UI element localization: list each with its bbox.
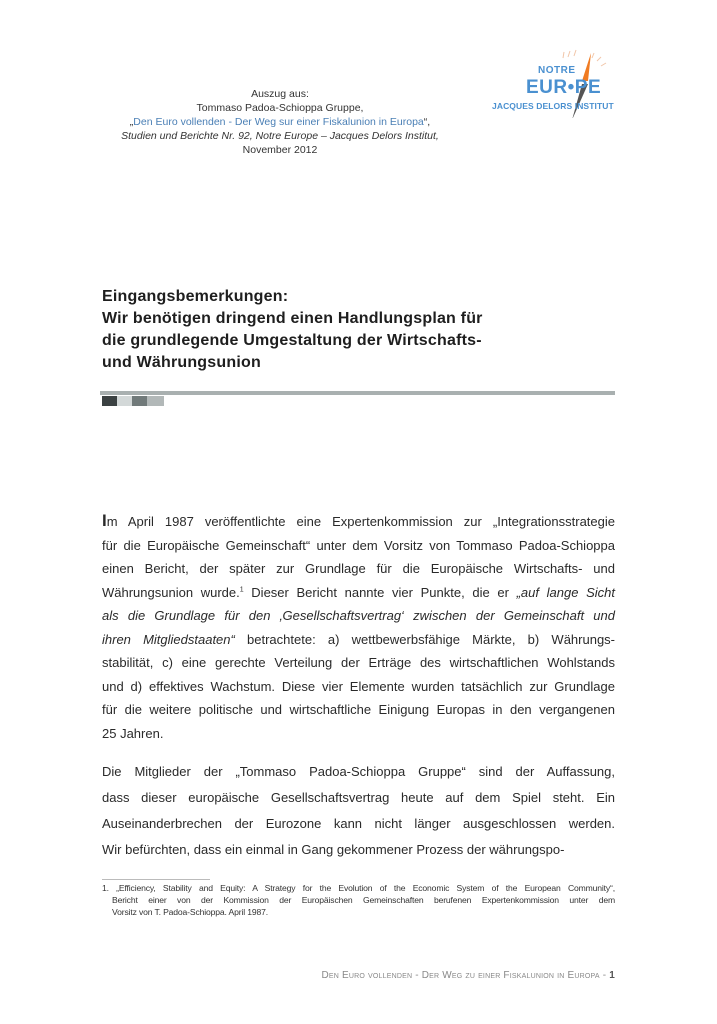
running-title: Den Euro vollenden - Der Weg zu einer Fiskalunion in Europa - [321,970,610,981]
page-number: 1 [609,970,615,981]
initial-letter: I [102,511,107,530]
text-segment: als die Grundlage für den ‚Gesellschaftsvertrag‘ zwischen der Gemeinschaft und [102,608,615,623]
text-line [102,534,615,558]
logo-jacques-delors-institut: JACQUES DELORS INSTITUT [492,101,614,111]
text-segment: einen Bericht, der später zur Grundlage für die Europäische Wirtschafts- und [102,561,615,576]
section-heading [102,286,483,374]
paragraph [102,759,615,863]
citation-title-link[interactable]: Den Euro vollenden - Der Weg sur einer Fiskalunion in Europa [133,116,424,128]
decor-square [147,396,164,406]
heading-divider [100,391,615,395]
logo-europe: EUR•PE [526,77,602,98]
text-segment: und d) effektives Wachstum. Diese vier Elemente wurden tatsächlich zur Grundlage [102,678,615,694]
text-line [102,675,615,699]
heading-line: die grundlegende Umgestaltung der Wirtschafts- [102,332,482,349]
text-line [102,628,615,652]
text-line [102,581,615,605]
text-line [102,759,615,785]
text-segment: Wir befürchten, dass ein einmal in Gang gekommener Prozess der währungspo- [102,842,565,857]
decor-square [102,396,117,406]
footnote [102,882,615,918]
text-segment: Währungsunion wurde. [102,584,240,600]
text-line [102,604,615,628]
body-text [102,510,615,877]
text-segment: Auseinanderbrechen der Eurozone kann nicht länger ausgeschlossen werden. [102,816,615,831]
citation-intro: Auszug aus: [251,88,309,100]
citation-author: Tommaso Padoa-Schioppa Gruppe, [196,102,364,114]
footnote-line: 1. „Efficiency, Stability and Equity: A Strategy for the Evolution of the Economic System of the European Community“, [102,883,615,893]
citation-date: November 2012 [242,144,318,156]
text-line [102,651,615,675]
citation-title [100,115,460,129]
footnote-separator [102,879,210,880]
page-footer [321,970,615,981]
text-line [102,785,615,811]
notre-europe-logo [488,48,653,118]
text-segment: betrachtete: a) wettbewerbsfähige Märkte, b) Währungs- [234,631,615,647]
text-line [102,698,615,722]
text-line [102,557,615,581]
logo-notre: NOTRE [538,65,576,76]
text-segment: dass dieser europäische Gesellschaftsvertrag heute auf dem Spiel steht. Ein [102,790,615,805]
source-citation [100,87,460,157]
quote-open: „ [129,116,134,128]
heading-line: Eingangsbemerkungen: [102,288,289,305]
decor-square [132,396,147,406]
footnote-line: Bericht einer von der Kommission der Europäischen Gemeinschaften berufenen Expertenkommission unter dem [112,895,615,905]
text-segment: Die Mitglieder der „Tommaso Padoa-Schioppa Gruppe“ sind der Auffassung, [102,764,615,779]
citation-series: Studien und Berichte Nr. 92, Notre Europe – Jacques Delors Institut, [121,130,439,142]
heading-line: und Währungsunion [102,354,261,371]
paragraph [102,510,615,745]
text-segment: für die Europäische Gemeinschaft“ unter dem Vorsitz von Tommaso Padoa-Schioppa [102,537,615,553]
text-segment: m April 1987 veröffentlichte eine Expertenkommission zur „Integrationsstrategie [106,514,615,529]
text-segment: stabilität, c) eine gerechte Verteilung der Erträge des wirtschaftlichen Wohlstands [102,655,615,670]
text-line [102,722,615,746]
text-segment: 25 Jahren. [102,725,164,741]
heading-line: Wir benötigen dringend einen Handlungsplan für [102,310,483,327]
quote-close: “, [423,116,431,128]
footnote-line: Vorsitz von T. Padoa-Schioppa. April 1987. [112,907,268,917]
text-segment: „auf lange Sicht [516,584,615,600]
text-segment: für die weitere politische und wirtschaftliche Einigung Europas in den vergangenen [102,702,615,717]
text-segment: ihren Mitgliedstaaten“ [102,631,235,647]
text-line [102,510,615,534]
text-line [102,811,615,837]
footnote-ref[interactable]: 1 [239,586,244,594]
text-line [102,837,615,863]
text-segment: Dieser Bericht nannte vier Punkte, die er [243,584,517,600]
decor-square [117,396,132,406]
